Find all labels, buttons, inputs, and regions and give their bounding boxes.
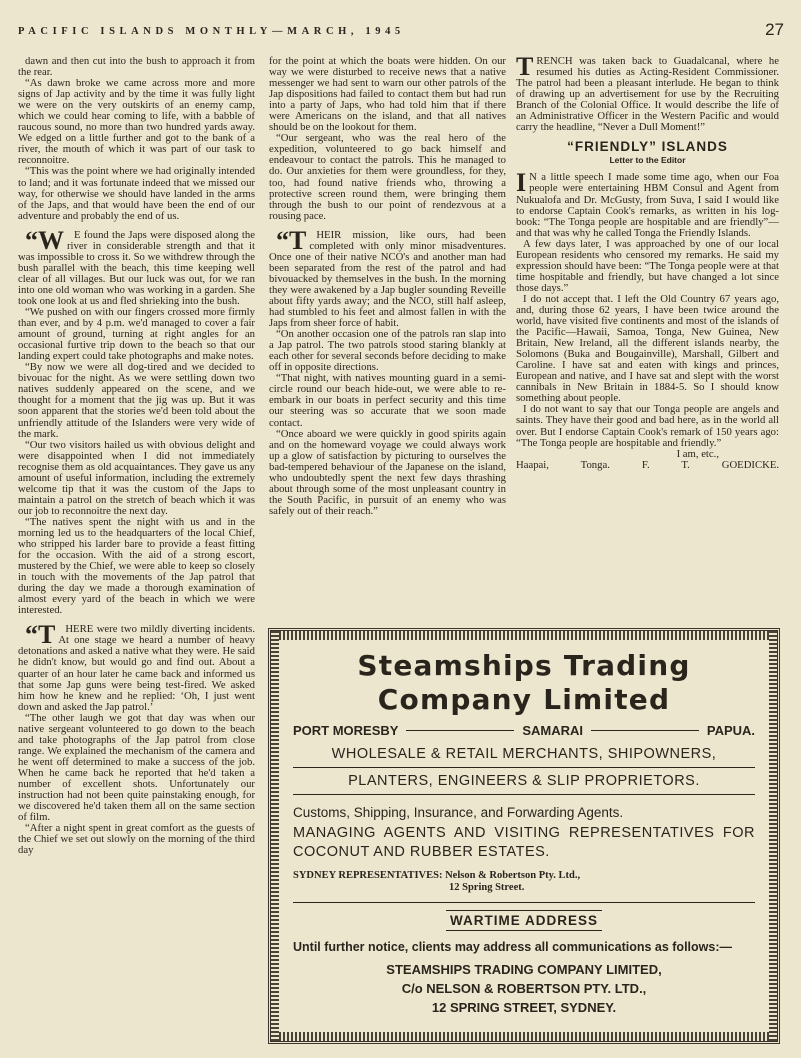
paragraph: “We pushed on with our fingers crossed more firmly than ever, and by 4 p.m. we'd managed to cover a fair amount of ground, turning at right angles for an occasional furtive trip down to the beach so that our landing expert could take photographs and make notes.: [18, 306, 255, 363]
column-2: [269, 56, 506, 621]
page-header: [18, 20, 784, 44]
paragraph: I do not accept that. I left the Old Country 67 years ago, and, during those 62 years, I have been twice around the world, have visited five continents and most of the islands of the Pacific—Hawaii, Samoa, Tonga, New Guinea, New Britain, New Ireland, all the different islands nearby, the Solomons (Buka and Bougainville), Marshall, Gilbert and Caroline. I have sat and eaten with kings and princes, European and native, and I have sat and slept with the worst cannibals in New Britain in 1884-5. So I should know something about people.: [516, 292, 779, 405]
paragraph: “THERE were two mildly diverting incidents. At one stage we heard a number of heavy detonations and asked a native what they were. He said he didn't know, but would go and find out. About a quarter of an hour later he came back and informed us that some Jap guns were being test-fired. We asked him how he knew and he replied: ‘Oh, I just went down and asked the Jap patrol.’: [18, 620, 255, 713]
paragraph: TRENCH was taken back to Guadalcanal, where he resumed his duties as Acting-Resident Commissioner. The patrol had been a pleasant interlude. He began to think of drawing up an advertisement for use by the Recruiting Branch of the Colonial Office. It would describe the life of an Administrative Officer in the Western Pacific and would carry the headline, “Never a Dull Moment!”: [516, 52, 779, 134]
drop-cap: “T: [276, 225, 307, 255]
paragraph: “Our sergeant, who was the real hero of the expedition, volunteered to go back himself and endeavour to contact the patrols. This he managed to do. Our anxieties for them were groundless, for they, too, had found native friends who, throwing a protective screen round them, were bringing them through the bush to our point of rendezvous at a rousing pace.: [269, 132, 506, 222]
ad-border: [271, 1032, 777, 1041]
ad-border: [271, 631, 279, 1041]
running-title: PACIFIC ISLANDS MONTHLY—MARCH, 1945: [18, 26, 405, 37]
column-3: [516, 52, 780, 621]
paragraph: dawn and then cut into the bush to approach it from the rear.: [18, 55, 255, 79]
paragraph: “That night, with natives mounting guard in a semi-circle round our beach hide-out, we were able to re-embark in our boats in perfect security and this time our steering was so accurate that we soon made contact.: [269, 372, 506, 429]
drop-cap: T: [516, 52, 534, 81]
paragraph: I do not want to say that our Tonga people are angels and saints. They have their good and bad here, as in the world all over. But I endorse Captain Cook's remark of 150 years ago: “The Tonga people are hospitable and friendly.”: [516, 403, 779, 449]
paragraph: “After a night spent in great comfort as the guests of the Chief we set out slowly on the morning of the third day: [18, 822, 255, 857]
paragraph: “As dawn broke we came across more and more signs of Jap activity and by the time it was fully light we were on the very outskirts of an enemy camp, which we could hear coming to life, with a babble of raucous sound, no more than two hundred yards away. We edged on a little further and got to the bank of a river, the mouth of which it was part of our task to reconnoitre.: [18, 77, 255, 167]
ad-services-line: MANAGING AGENTS AND VISITING REPRESENTATIVES FOR COCONUT AND RUBBER ESTATES.: [293, 825, 755, 860]
signature-line: [516, 460, 779, 471]
ad-services-line: Customs, Shipping, Insurance, and Forwarding Agents.: [293, 805, 624, 820]
drop-cap: “W: [25, 225, 64, 255]
paragraph: “The other laugh we got that day was when our native sergeant volunteered to go down to the beach and take photographs of the Jap patrol from close range. We explained the mechanism of the camera and he went off determined to make a success of the job. When he came back he reported that he'd taken a number of excellent shots. Unfortunately our instruction had not been quite painstaking enough, for we discovered he'd taken them all on the same section of film.: [18, 711, 255, 824]
drop-cap: “T: [25, 620, 56, 650]
paragraph: “Once aboard we were quickly in good spirits again and on the homeward voyage we could always work up a glow of satisfaction by picturing to ourselves the bad-tempered behaviour of the Japanese on the island, who undoubtedly spent the next few days thrashing about through some of the most unpleasant country in the South Pacific, in pursuit of an enemy who was safely out of their reach.”: [269, 427, 506, 517]
ad-border: [271, 631, 777, 640]
ad-sydney-representatives: SYDNEY REPRESENTATIVES: Nelson & Robertson Pty. Ltd., 12 Spring Street.: [293, 870, 581, 893]
paragraph: “The natives spent the night with us and in the morning led us to the headquarters of the local Chief, who stripped his larder bare to provide a feast fitting for the occasion. With the aid of a strong escort, mustered by the Chief, we were able to keep so closely in touch with the movements of the Jap patrol that during the day we made a thorough examination of almost every yard of the beach in which we were interested.: [18, 515, 255, 617]
paragraph: “Our two visitors hailed us with obvious delight and were disappointed when I did not immediately recognise them as old acquaintances. They gave us any amount of useful information, including the extremely welcome tip that it was the custom of the Japs to maintain a patrol on the stretch of beach which it was our job to reconnoitre the next day.: [18, 438, 255, 517]
paragraph: “By now we were all dog-tired and we decided to bivouac for the night. As we were settling down two natives suddenly appeared on the scene, and we thought for a moment that the jig was up. But it was soon apparent that the stories we'd been told about the unfriendly attitude of the Islanders were very wide of the mark.: [18, 361, 255, 440]
paragraph: for the point at which the boats were hidden. On our way we were disturbed to receive news that a native messenger we had sent to warn our other patrols of the Jap dispositions had failed to contact them but had run into a party of Japs, who had told him that if there were Americans on the island, and that all natives should be on the lookout for them.: [269, 55, 506, 134]
ad-company-name: Steamships Trading Company Limited: [357, 649, 691, 716]
paragraph: “On another occasion one of the patrols ran slap into a Jap patrol. The two patrols stood staring blankly at each other for several seconds before deciding to make off in opposite directions.: [269, 328, 506, 374]
paragraph: A few days later, I was approached by one of our local European residents who censored my remarks. He said my expression should have been: “The Tonga people were at that time hospitable and friendly, but have changed a lot since those days.”: [516, 237, 779, 294]
paragraph: “W E found the Japs were disposed along the river in considerable strength and that it was impossible to cross it. So we withdrew through the bush parallel with the beach, this time keeping well clear of all villages. But our luck was out, for we ran into one old woman who was working in a garden. She took one look at us and fled shrieking into the bush.: [18, 225, 255, 307]
signoff: I am, etc.,: [676, 447, 719, 460]
paragraph: “THEIR mission, like ours, had been completed with only minor misadventures. Once one of their native NCO's and another man had been separated from the rest of the patrol and had bivouacked by themselves in the bush. In the morning they were awakened by a Jap bugler sounding Reveille about fifty yards away; and the NCO, still half asleep, had stumbled to his feet and almost fallen in with the Japs from sheer force of habit.: [269, 225, 506, 330]
paragraph: “This was the point where we had originally intended to land; and it was fortunate indeed that we missed our way, for otherwise we should have landed in the arms of the Japs, and that would have been the end of our adventure and probably the end of us.: [18, 165, 255, 222]
article-heading: “FRIENDLY” ISLANDS: [567, 139, 728, 155]
ad-notice: Until further notice, clients may address all communications as follows:—: [293, 940, 732, 954]
drop-cap: I: [516, 168, 527, 198]
signature: F. T. GOEDICKE.: [641, 458, 780, 471]
column-1: [18, 56, 255, 1046]
ad-final-address: STEAMSHIPS TRADING COMPANY LIMITED, C/o NELSON & ROBERTSON PTY. LTD., 12 SPRING STREET, SYDNEY.: [386, 962, 662, 1015]
advertisement: [268, 628, 780, 1044]
ad-wartime-heading: WARTIME ADDRESS: [293, 913, 755, 928]
place: Haapai, Tonga.: [516, 458, 610, 471]
ad-business-line: WHOLESALE & RETAIL MERCHANTS, SHIPOWNERS,: [331, 746, 717, 762]
page-number: 27: [765, 20, 784, 39]
article-subheading: Letter to the Editor: [609, 155, 686, 166]
ad-locations: PORT MORESBY SAMARAI PAPUA.: [293, 723, 756, 738]
ad-border: [769, 631, 777, 1041]
paragraph: I N a little speech I made some time ago, when our Foa people were entertaining HBM Consul and Agent from Nukualofa and Dr. McGusty, from Suva, I said I would like to endorse Captain Cook's remarks, as written in his log-book: “The Tonga people are hospitable and are friendly”—and that was why he called Tonga the Friendly Islands.: [516, 168, 779, 239]
ad-business-line: PLANTERS, ENGINEERS & SLIP PROPRIETORS.: [348, 773, 700, 789]
